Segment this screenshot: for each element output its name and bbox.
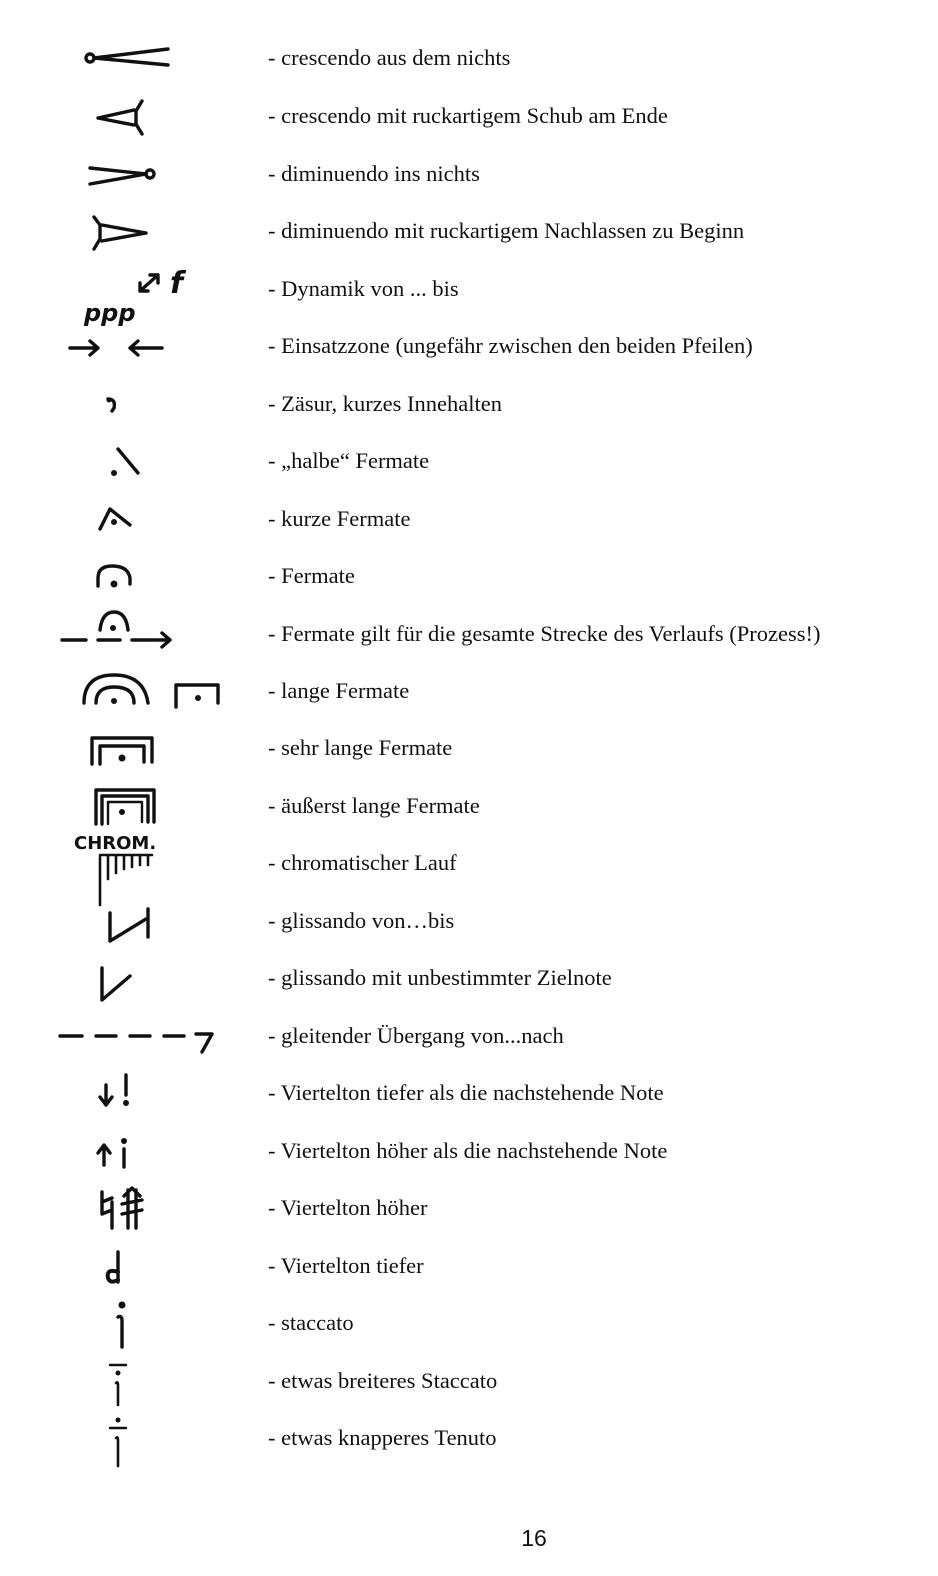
- legend-row: [0, 548, 938, 604]
- diminuendo-jolt-icon: [50, 203, 250, 259]
- legend-row: [0, 318, 938, 374]
- gliding-transition-icon: [50, 1008, 250, 1064]
- legend-row: [0, 1180, 938, 1236]
- legend-row: [0, 1065, 938, 1121]
- quarter-tone-sharp-icon: [50, 1180, 250, 1236]
- legend-text: - „halbe“ Fermate: [268, 448, 430, 473]
- legend-text: - crescendo aus dem nichts: [268, 45, 511, 70]
- fermata-icon: [50, 548, 250, 604]
- legend-text: - Viertelton höher: [268, 1195, 428, 1220]
- half-fermata-icon: [50, 433, 250, 489]
- legend-text: - etwas knapperes Tenuto: [268, 1425, 497, 1450]
- legend-text: - Viertelton tiefer: [268, 1253, 424, 1278]
- legend-row: [0, 893, 938, 949]
- entry-zone-arrows-icon: [50, 318, 250, 374]
- legend-row: [0, 203, 938, 259]
- legend-text: - glissando mit unbestimmter Zielnote: [268, 965, 612, 990]
- legend-row: [0, 950, 938, 1006]
- legend-row: [0, 491, 938, 547]
- legend-row: [0, 1123, 938, 1179]
- dynamics-range-icon: [50, 261, 250, 327]
- fermata-process-icon: [50, 606, 250, 662]
- dynamics-to-label: f: [170, 266, 184, 301]
- chromatic-label: CHROM.: [74, 833, 157, 854]
- legend-text: - staccato: [268, 1310, 354, 1335]
- legend-text: - lange Fermate: [268, 678, 410, 703]
- legend-text: - Zäsur, kurzes Innehalten: [268, 391, 502, 416]
- long-fermata-icon: [50, 663, 250, 719]
- legend-row: [0, 30, 938, 86]
- legend-row: [0, 1295, 938, 1351]
- caesura-icon: [50, 376, 250, 432]
- staccato-icon: [50, 1295, 250, 1351]
- wide-staccato-icon: [50, 1353, 250, 1409]
- legend-row: [0, 1008, 938, 1064]
- legend-row: [0, 720, 938, 776]
- legend-row: [0, 1238, 938, 1294]
- quarter-tone-higher-arrow-icon: [50, 1123, 250, 1179]
- crescendo-jolt-icon: [50, 88, 250, 144]
- legend-row: [0, 606, 938, 662]
- legend-row: [0, 1410, 938, 1466]
- legend-text: - kurze Fermate: [268, 506, 411, 531]
- legend-text: - Viertelton tiefer als die nachstehende Note: [268, 1080, 664, 1105]
- short-fermata-icon: [50, 491, 250, 547]
- legend-row: [0, 88, 938, 144]
- legend-text: - sehr lange Fermate: [268, 735, 453, 760]
- legend-text: - chromatischer Lauf: [268, 850, 457, 875]
- crescendo-from-nothing-icon: [50, 30, 250, 86]
- legend-text: - diminuendo mit ruckartigem Nachlassen zu Beginn: [268, 218, 745, 243]
- legend-row: [0, 835, 938, 891]
- legend-text: - gleitender Übergang von...nach: [268, 1023, 564, 1048]
- quarter-tone-lower-arrow-icon: [50, 1065, 250, 1121]
- legend-text: - äußerst lange Fermate: [268, 793, 480, 818]
- legend-row: [0, 778, 938, 834]
- legend-text: - Einsatzzone (ungefähr zwischen den beiden Pfeilen): [268, 333, 753, 358]
- legend-row: [0, 433, 938, 489]
- legend-text: - Dynamik von ... bis: [268, 276, 459, 301]
- glissando-open-icon: [50, 950, 250, 1006]
- dynamics-from-label: ppp: [84, 299, 136, 327]
- very-long-fermata-icon: [50, 720, 250, 776]
- extremely-long-fermata-icon: [50, 778, 250, 834]
- legend-text: - etwas breiteres Staccato: [268, 1368, 498, 1393]
- legend-text: - Fermate: [268, 563, 355, 588]
- legend-row: [0, 1353, 938, 1409]
- quarter-tone-flat-icon: [50, 1238, 250, 1294]
- glissando-icon: [50, 893, 250, 949]
- legend-text: - Fermate gilt für die gesamte Strecke des Verlaufs (Prozess!): [268, 621, 821, 646]
- diminuendo-to-nothing-icon: [50, 146, 250, 202]
- legend-text: - glissando von…bis: [268, 908, 455, 933]
- short-tenuto-icon: [50, 1410, 250, 1466]
- chromatic-run-icon: [50, 835, 250, 891]
- legend-text: - crescendo mit ruckartigem Schub am Ende: [268, 103, 668, 128]
- legend-row: [0, 261, 938, 327]
- legend-row: [0, 663, 938, 719]
- legend-row: [0, 376, 938, 432]
- legend-row: [0, 146, 938, 202]
- legend-text: - diminuendo ins nichts: [268, 161, 480, 186]
- legend-text: - Viertelton höher als die nachstehende Note: [268, 1138, 668, 1163]
- page-number: 16: [521, 1525, 547, 1551]
